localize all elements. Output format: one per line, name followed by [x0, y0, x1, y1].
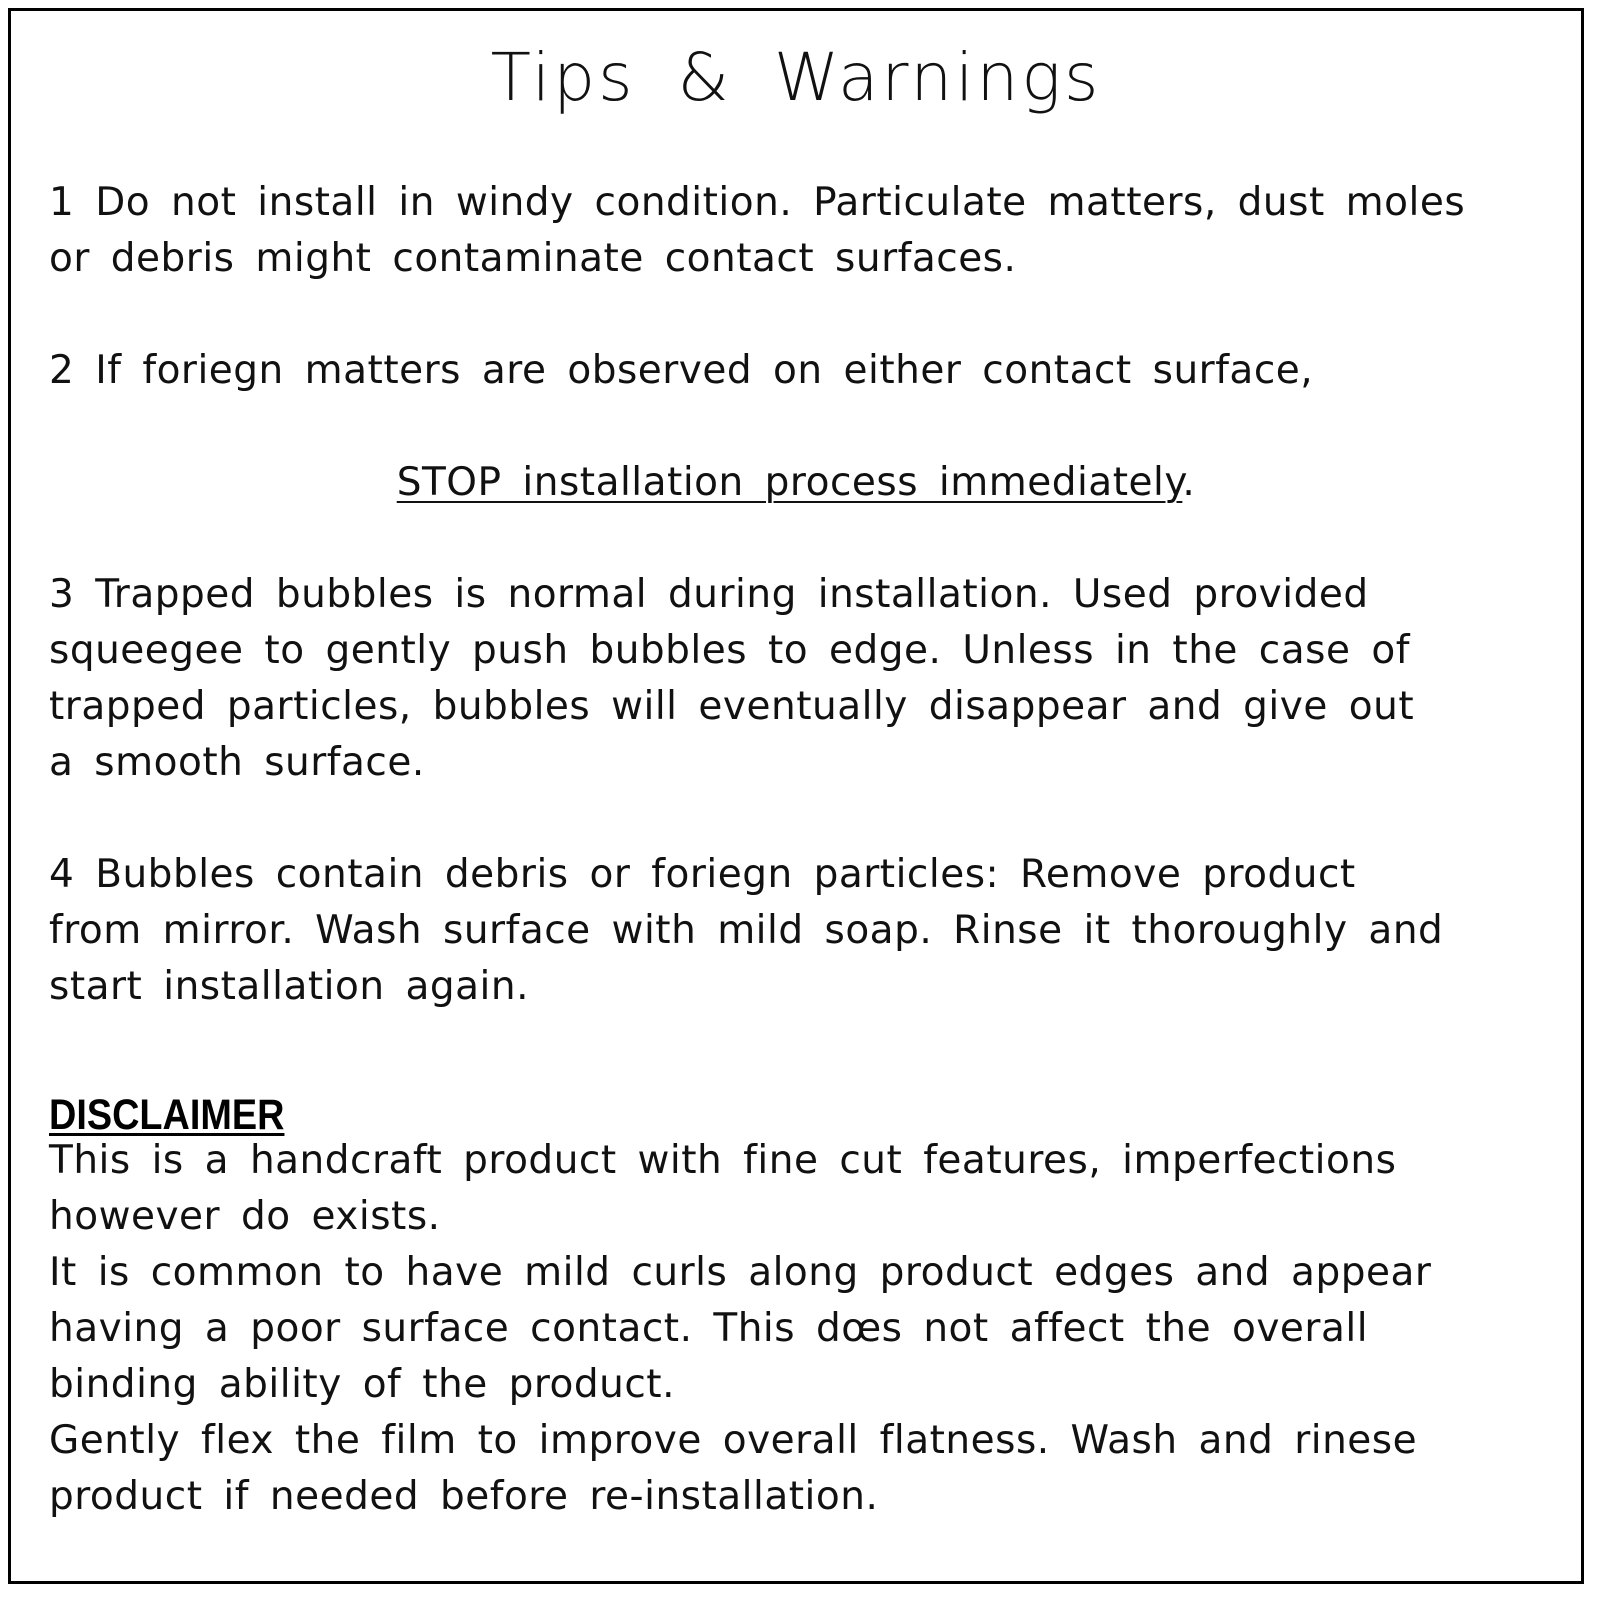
- stop-warning-text: STOP installation process immediately: [396, 460, 1183, 505]
- disclaimer-line-2: however do exists.: [49, 1194, 441, 1239]
- tips-warnings-panel: [8, 8, 1584, 1584]
- disclaimer-line-5: binding ability of the product.: [49, 1362, 675, 1407]
- tip-1-line-1: 1 Do not install in windy condition. Particulate matters, dust moles: [49, 180, 1466, 225]
- tip-2-line-1: 2 If foriegn matters are observed on either contact surface,: [49, 348, 1314, 393]
- tip-3-line-3: trapped particles, bubbles will eventually disappear and give out: [49, 684, 1415, 729]
- tip-3-line-4: a smooth surface.: [49, 740, 425, 785]
- tip-4-line-3: start installation again.: [49, 964, 529, 1009]
- disclaimer-line-4: having a poor surface contact. This dœs not affect the overall: [49, 1306, 1369, 1351]
- stop-warning-period: .: [1182, 460, 1196, 505]
- disclaimer-line-1: This is a handcraft product with fine cut features, imperfections: [49, 1138, 1397, 1183]
- disclaimer-heading: DISCLAIMER: [49, 1091, 285, 1139]
- disclaimer-line-7: product if needed before re-installation.: [49, 1474, 879, 1519]
- tip-4-line-2: from mirror. Wash surface with mild soap. Rinse it thoroughly and: [49, 908, 1444, 953]
- tip-4-line-1: 4 Bubbles contain debris or foriegn particles: Remove product: [49, 852, 1356, 897]
- disclaimer-line-3: It is common to have mild curls along product edges and appear: [49, 1250, 1432, 1295]
- disclaimer-line-6: Gently flex the film to improve overall flatness. Wash and rinese: [49, 1418, 1418, 1463]
- tip-1-line-2: or debris might contaminate contact surfaces.: [49, 236, 1017, 281]
- tip-3-line-1: 3 Trapped bubbles is normal during installation. Used provided: [49, 572, 1369, 617]
- stop-warning: [11, 460, 1581, 505]
- tip-3-line-2: squeegee to gently push bubbles to edge. Unless in the case of: [49, 628, 1410, 673]
- page-title: Tips & Warnings: [490, 39, 1102, 116]
